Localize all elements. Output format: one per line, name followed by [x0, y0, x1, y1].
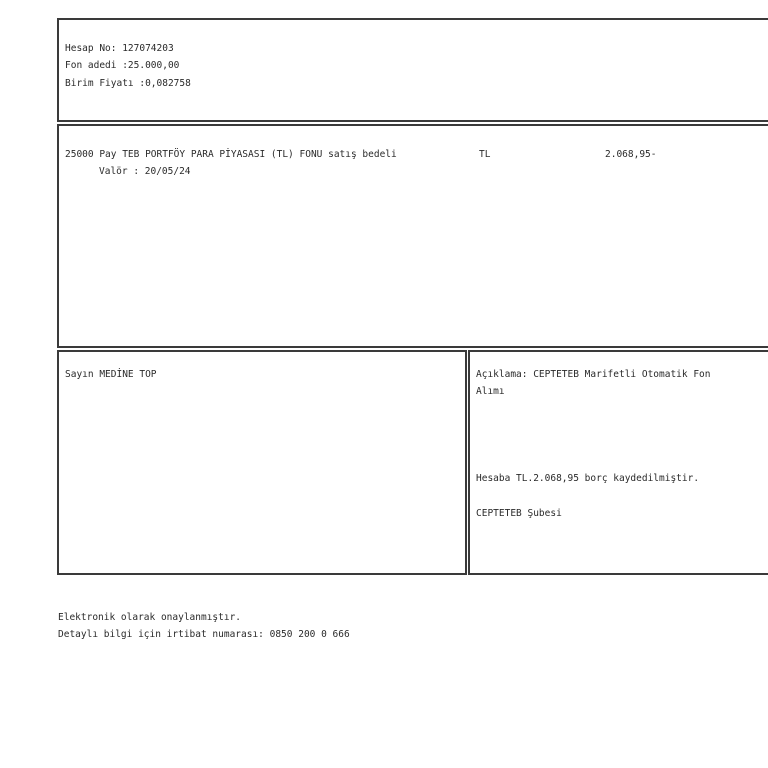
transaction-box — [57, 124, 768, 348]
approval-note: Elektronik olarak onaylanmıştır. — [58, 612, 242, 623]
value-date: Valör : 20/05/24 — [99, 166, 191, 177]
unit-price: Birim Fiyatı :0,082758 — [65, 78, 191, 89]
recipient-greeting: Sayın MEDİNE TOP — [65, 369, 157, 380]
transaction-amount: 2.068,95- — [605, 149, 657, 160]
debit-statement: Hesaba TL.2.068,95 borç kaydedilmiştir. — [476, 473, 700, 484]
transaction-currency: TL — [479, 149, 491, 160]
branch-name: CEPTETEB Şubesi — [476, 508, 562, 519]
transaction-description: 25000 Pay TEB PORTFÖY PARA PİYASASI (TL) FONU satış bedeli — [65, 149, 397, 160]
explanation-line-2: Alımı — [476, 386, 505, 397]
recipient-box — [57, 350, 467, 575]
account-number: Hesap No: 127074203 — [65, 43, 174, 54]
description-box — [468, 350, 768, 575]
explanation-line-1: Açıklama: CEPTETEB Marifetli Otomatik Fon — [476, 369, 711, 380]
fund-units: Fon adedi :25.000,00 — [65, 60, 180, 71]
contact-info: Detaylı bilgi için irtibat numarası: 0850 200 0 666 — [58, 629, 350, 640]
account-info-box — [57, 18, 768, 122]
